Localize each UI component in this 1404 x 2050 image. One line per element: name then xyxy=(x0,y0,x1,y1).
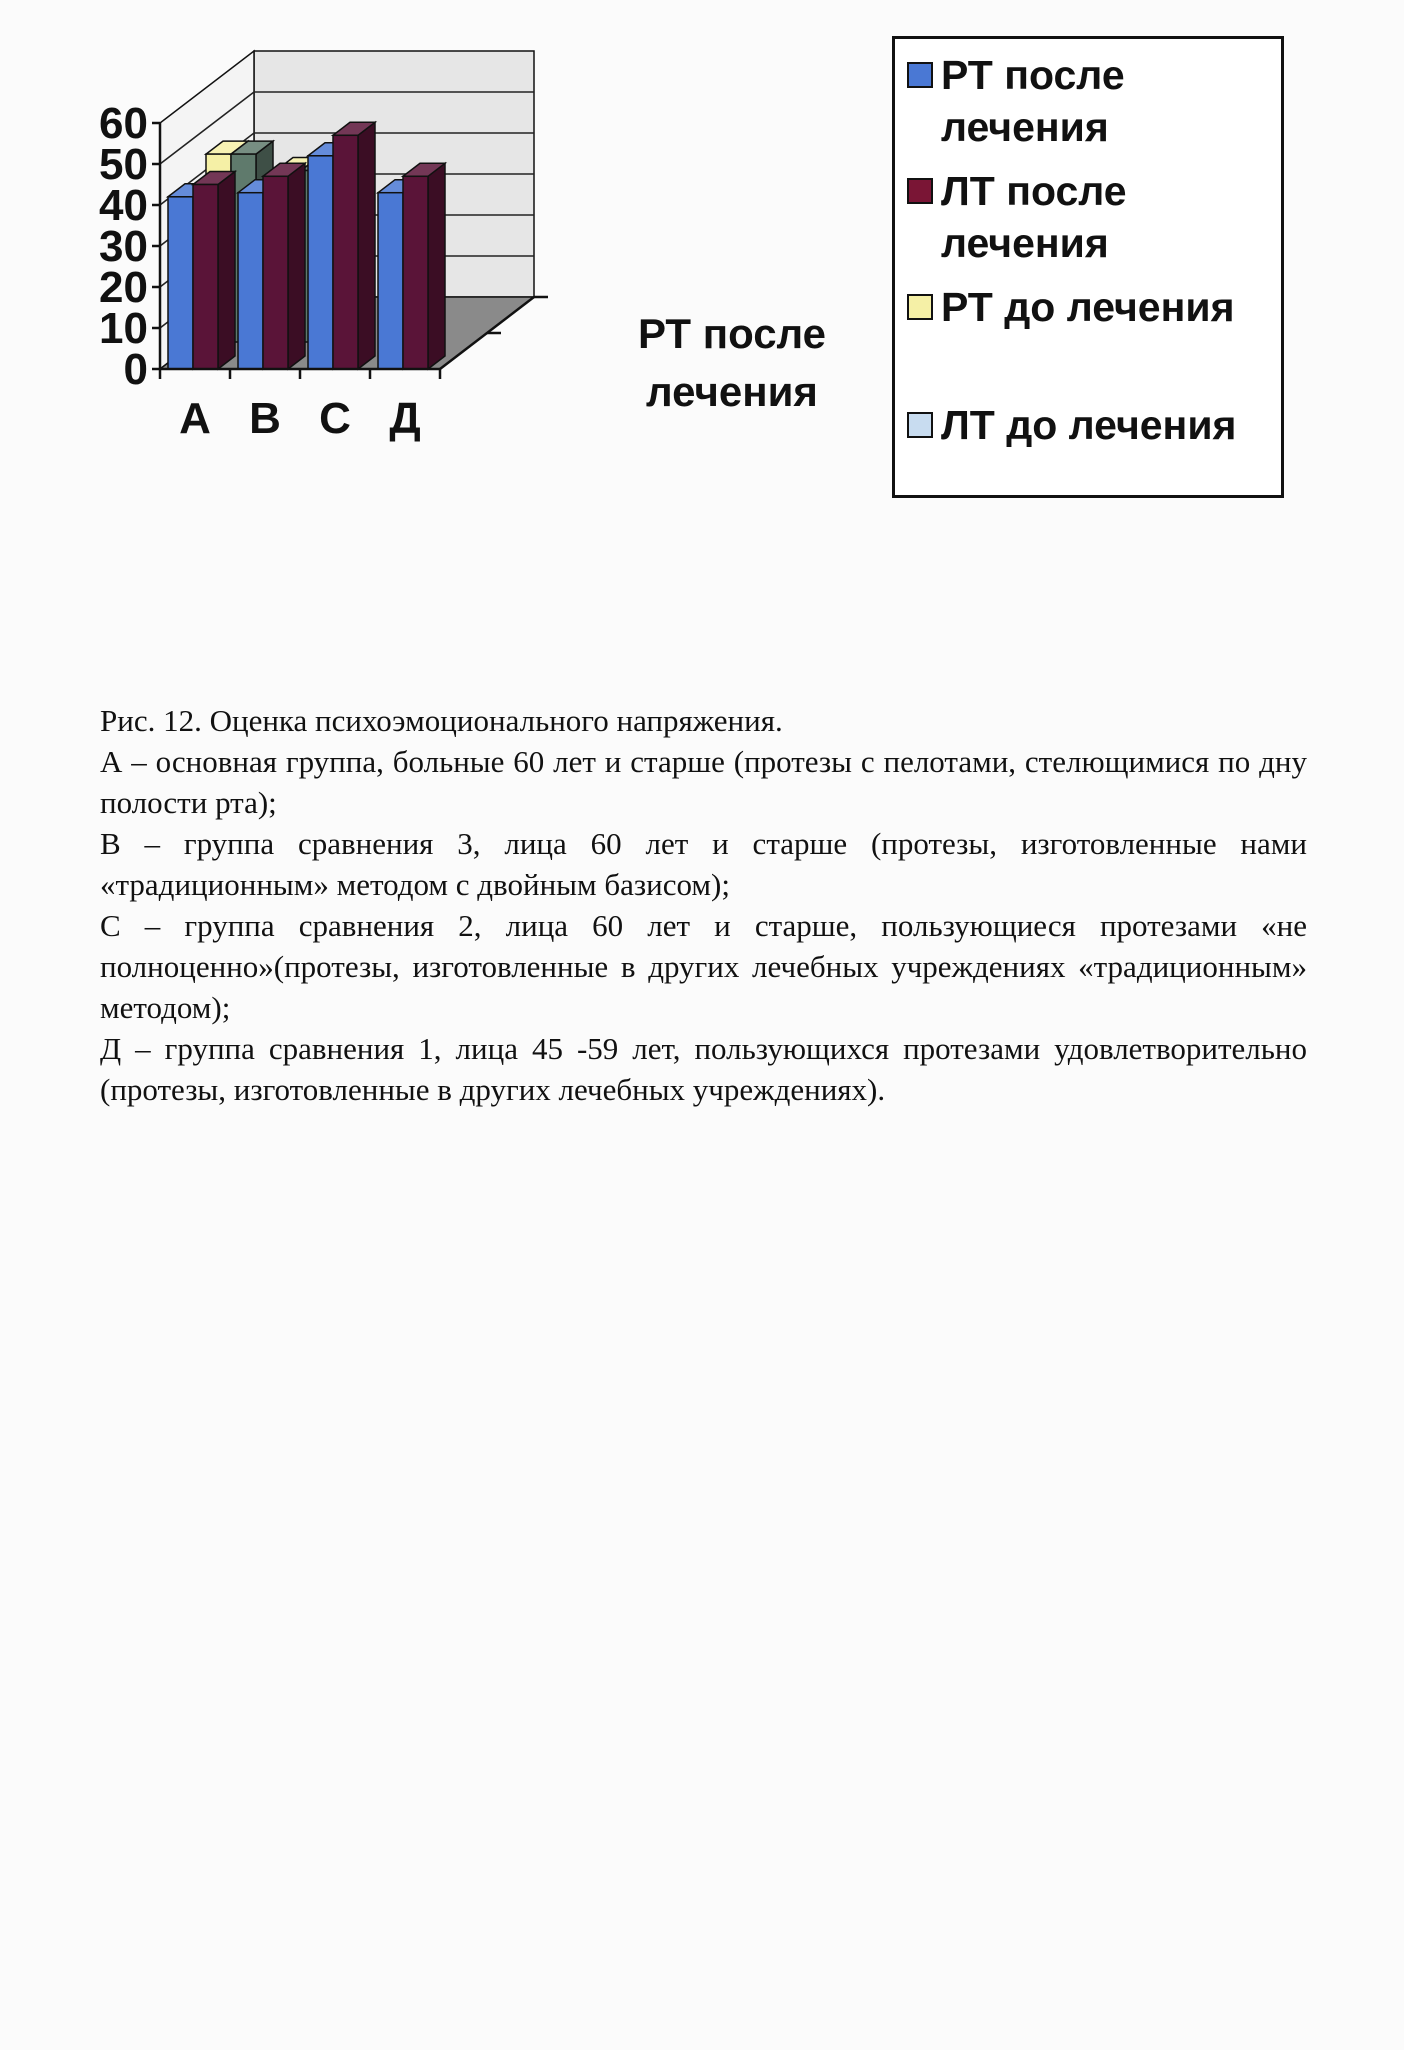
y-tick-label: 60 xyxy=(99,99,148,148)
bar-front xyxy=(333,135,358,369)
legend-swatch-rt-before xyxy=(907,294,933,320)
bar-front xyxy=(263,176,288,369)
y-tick-label: 50 xyxy=(99,140,148,189)
chart-legend xyxy=(892,36,1284,498)
bar-front xyxy=(238,193,263,369)
y-tick-label: 30 xyxy=(99,222,148,271)
bar-lt-after xyxy=(403,163,445,369)
y-tick-label: 10 xyxy=(99,304,148,353)
depth-axis-label-line: лечения xyxy=(646,368,818,415)
legend-item xyxy=(907,281,1275,333)
caption-line: В – группа сравнения 3, лица 60 лет и старше (протезы, изготовленные нами «традиционным» методом с двойным базисом); xyxy=(100,826,1307,902)
bar-side xyxy=(428,163,445,369)
caption-title: Рис. 12. Оценка психоэмоционального напряжения. xyxy=(100,703,783,738)
bar-side xyxy=(358,122,375,369)
caption-line: С – группа сравнения 2, лица 60 лет и старше, пользующиеся протезами «не полноценно»(протезы, изготовленные в других лечебных учреждениях «традиционным» методом); xyxy=(100,908,1307,1025)
caption-line: А – основная группа, больные 60 лет и старше (протезы с пелотами, стелющимися по дну полости рта); xyxy=(100,744,1307,820)
x-tick-label: А xyxy=(179,394,211,443)
legend-item xyxy=(907,165,1275,269)
bar-lt-after xyxy=(193,172,235,370)
bar-lt-after xyxy=(333,122,375,369)
y-axis xyxy=(99,99,160,394)
depth-axis-label-line: РТ после xyxy=(637,310,827,357)
legend-label: РТ после лечения xyxy=(941,52,1125,150)
bar-lt-after xyxy=(263,163,305,369)
y-tick-label: 0 xyxy=(123,345,148,394)
x-tick-label: Д xyxy=(389,394,421,443)
y-tick-label: 40 xyxy=(99,181,148,230)
bar-front xyxy=(403,176,428,369)
bar-chart-3d xyxy=(99,30,880,470)
x-tick-label: В xyxy=(249,394,281,443)
y-tick-label: 20 xyxy=(99,263,148,312)
figure-caption xyxy=(100,700,1307,1110)
bar-front xyxy=(168,197,193,369)
x-tick-label: С xyxy=(319,394,351,443)
legend-item xyxy=(907,399,1275,451)
legend-swatch-lt-before xyxy=(907,412,933,438)
legend-label: РТ до лечения xyxy=(941,284,1235,330)
legend-label: ЛТ до лечения xyxy=(941,402,1237,448)
legend-item xyxy=(907,49,1275,153)
bar-front xyxy=(193,185,218,370)
bar-front xyxy=(308,156,333,369)
legend-label: ЛТ после лечения xyxy=(941,168,1127,266)
bar-front xyxy=(378,193,403,369)
legend-swatch-lt-after xyxy=(907,178,933,204)
bar-side xyxy=(218,172,235,370)
caption-line: Д – группа сравнения 1, лица 45 -59 лет, пользующихся протезами удовлетворительно (протезы, изготовленные в других лечебных учреждениях). xyxy=(100,1031,1307,1107)
bar-side xyxy=(288,163,305,369)
legend-swatch-rt-after xyxy=(907,62,933,88)
depth-axis-label xyxy=(638,310,826,415)
